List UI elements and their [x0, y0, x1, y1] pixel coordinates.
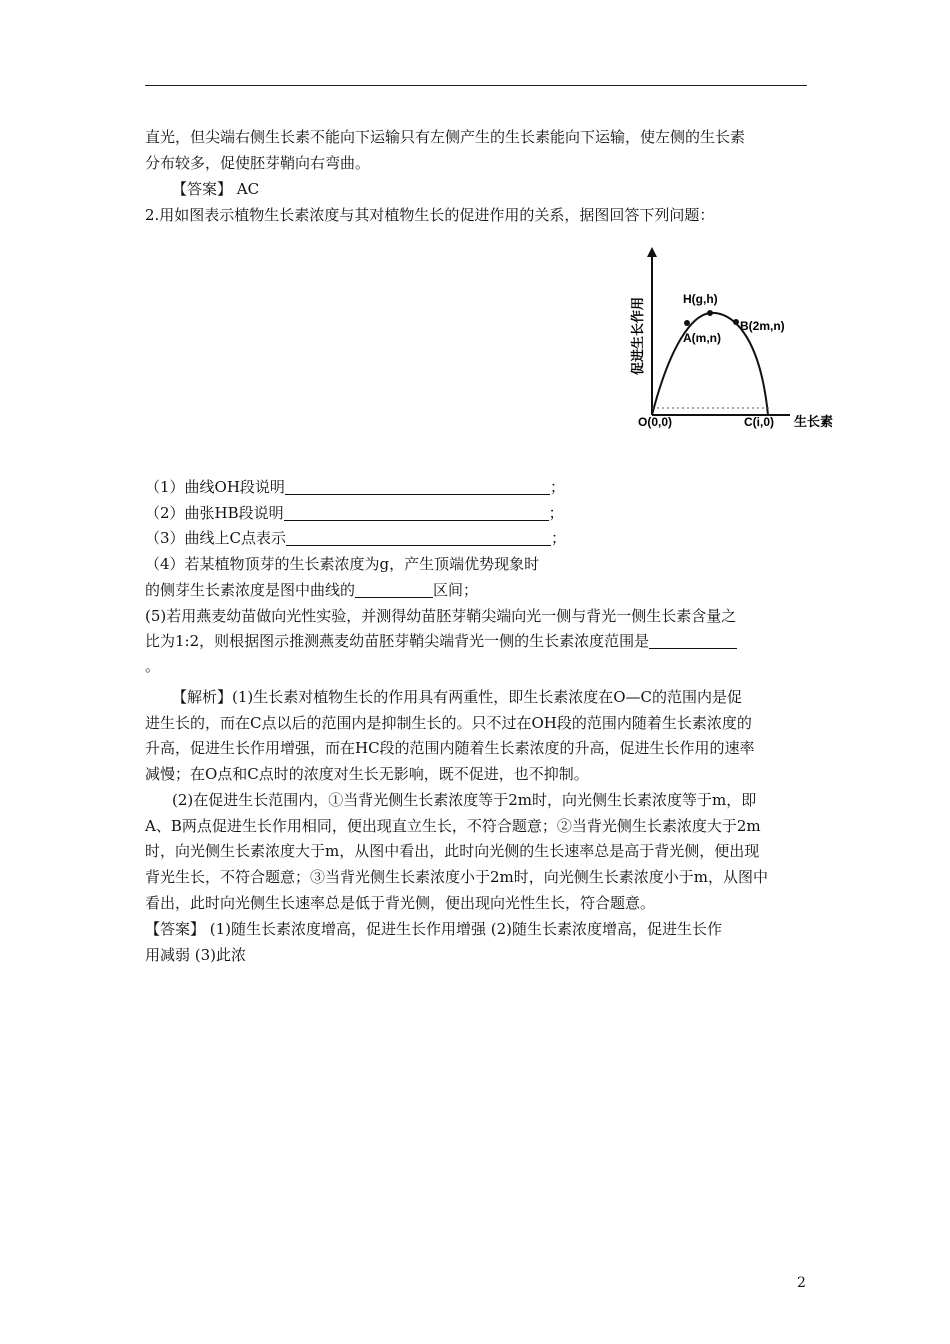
point-c-label: C(i,0)	[744, 415, 774, 429]
analysis-line: 背光生长，不符合题意；③当背光侧生长素浓度小于2m时，向光侧生长素浓度小于m，从图中	[145, 868, 768, 886]
question-5-line-1: (5)若用燕麦幼苗做向光性实验，并测得幼苗胚芽鞘尖端向光一侧与背光一侧生长素含量之	[145, 607, 737, 625]
question-3-text: （3）曲线上C点表示	[145, 529, 287, 547]
question-3-end: ；	[551, 529, 567, 547]
question-5-text: 比为1:2，则根据图示推测燕麦幼苗胚芽鞘尖端背光一侧的生长素浓度范围是	[145, 632, 650, 650]
analysis-line: 时，向光侧生长素浓度大于m，从图中看出，此时向光侧的生长速率总是高于背光侧，便出现	[145, 842, 760, 860]
analysis-line: (2)在促进生长范围内，①当背光侧生长素浓度等于2m时，向光侧生长素浓度等于m，即	[172, 791, 757, 809]
answer-blank-3[interactable]	[286, 529, 551, 546]
page-number: 2	[797, 1275, 806, 1291]
point-h	[707, 310, 713, 316]
answer-blank-2[interactable]	[284, 504, 549, 521]
analysis-line: A、B两点促进生长作用相同，便出现直立生长，不符合题意；②当背光侧生长素浓度大于2m	[145, 817, 761, 835]
y-axis-label: 促进生长作用	[631, 296, 646, 375]
x-axis-label: 生长素	[794, 415, 834, 430]
question-2-text: （2）曲张HB段说明	[145, 504, 284, 522]
point-a-label: A(m,n)	[683, 331, 721, 345]
analysis-line: 升高，促进生长作用增强，而在HC段的范围内随着生长素浓度的升高，促进生长作用的速率	[145, 739, 755, 757]
question-1	[145, 474, 807, 500]
text-line: 分布较多，促使胚芽鞘向右弯曲。	[145, 154, 371, 172]
question-4-line-1: （4）若某植物顶芽的生长素浓度为g，产生顶端优势现象时	[145, 555, 540, 573]
analysis-line: 【解析】(1)生长素对植物生长的作用具有两重性，即生长素浓度在O—C的范围内是促	[172, 688, 743, 706]
answer-line: 【答案】 (1)随生长素浓度增高，促进生长作用增强 (2)随生长素浓度增高，促进生长作	[145, 920, 723, 938]
question-5-line-3: 。	[145, 657, 161, 675]
analysis-line: 进生长的，而在C点以后的范围内是抑制生长的。只不过在OH段的范围内随着生长素浓度的	[145, 714, 752, 732]
point-b	[733, 319, 739, 325]
question-1-text: （1）曲线OH段说明	[145, 478, 285, 496]
y-axis-arrow	[647, 247, 657, 257]
question-4-line-2	[145, 577, 807, 603]
analysis-line: 减慢；在O点和C点时的浓度对生长无影响，既不促进，也不抑制。	[145, 765, 589, 783]
header-rule	[145, 85, 807, 86]
point-h-label: H(g,h)	[683, 292, 718, 306]
question-5-line-2	[145, 628, 807, 654]
answer-blank-5[interactable]	[649, 632, 737, 649]
question-3	[145, 525, 807, 551]
analysis-line: 看出，此时向光侧生长速率总是低于背光侧，便出现向光性生长，符合题意。	[145, 894, 656, 912]
question-1-end: ；	[549, 478, 565, 496]
point-a	[684, 320, 690, 326]
point-b-label: B(2m,n)	[740, 319, 785, 333]
answer-blank-1[interactable]	[285, 478, 550, 495]
question-4-end: 区间；	[433, 581, 479, 599]
growth-curve-figure	[610, 245, 850, 440]
answer-line: 用减弱 (3)此浓	[145, 946, 247, 964]
question-2	[145, 500, 807, 526]
answer-blank-4[interactable]	[355, 581, 433, 598]
text-line: 直光，但尖端右侧生长素不能向下运输只有左侧产生的生长素能向下运输，使左侧的生长素	[145, 128, 746, 146]
question-4-text: 的侧芽生长素浓度是图中曲线的	[145, 581, 356, 599]
question-2-end: ；	[548, 504, 564, 522]
question-title: 2.用如图表示植物生长素浓度与其对植物生长的促进作用的关系，据图回答下列问题：	[145, 206, 715, 224]
answer-line: 【答案】 AC	[172, 180, 260, 198]
origin-label: O(0,0)	[638, 415, 673, 429]
